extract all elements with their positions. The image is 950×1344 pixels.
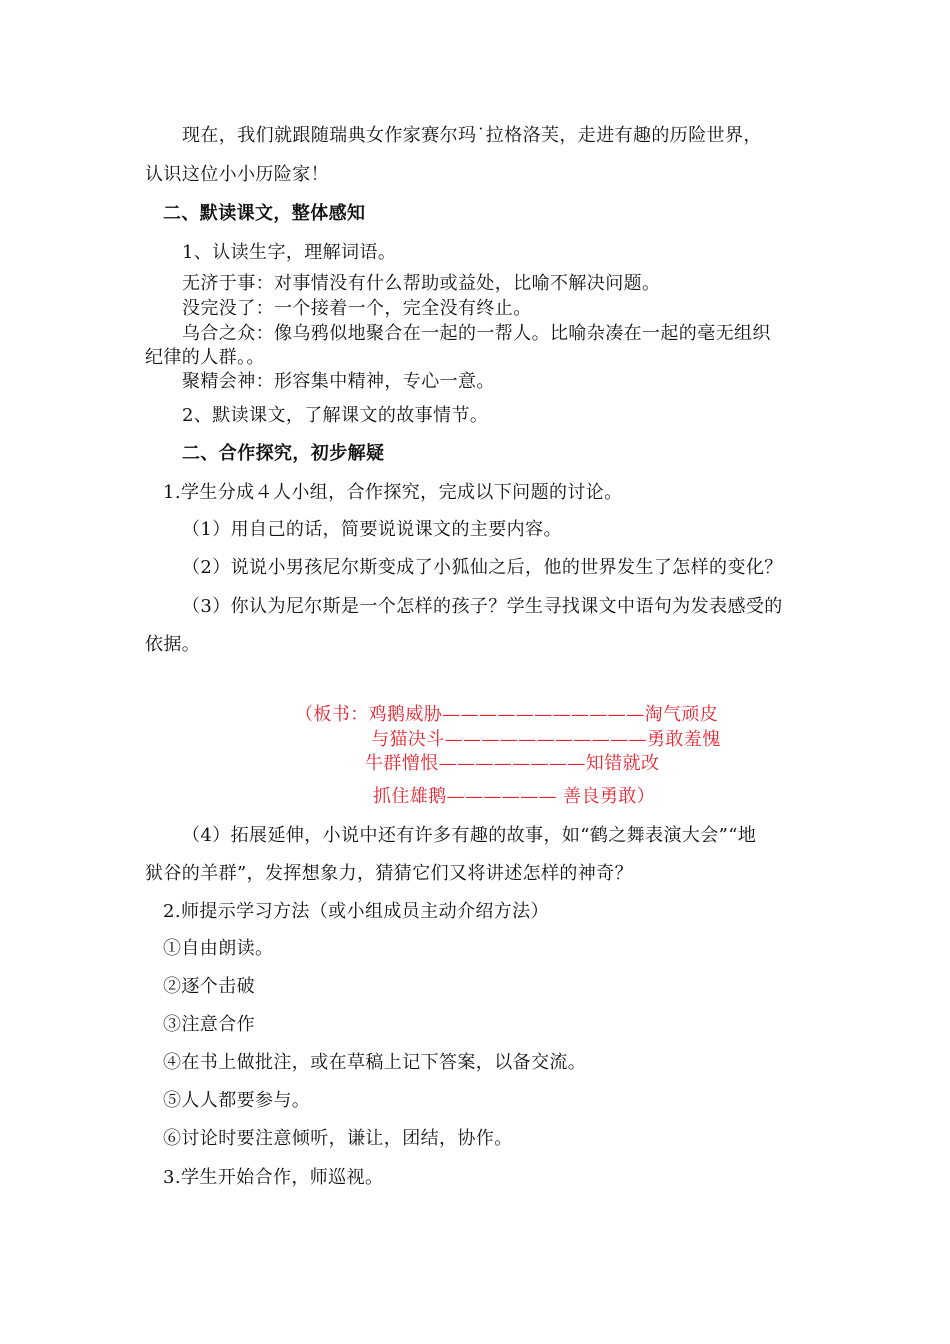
board-notes-line: 牛群憎恨————————知错就改 [365, 753, 660, 774]
board-notes-line: 抓住雄鹅—————— 善良勇敢） [373, 786, 656, 807]
method-item: ③注意合作 [163, 1014, 255, 1035]
method-item: ④在书上做批注，或在草稿上记下答案，以备交流。 [163, 1052, 587, 1073]
reading-item-1: 1、认读生字，理解词语。 [182, 242, 397, 263]
method-item: ①自由朗读。 [163, 938, 274, 959]
methods-item-3: 3.学生开始合作，师巡视。 [163, 1167, 384, 1188]
section-heading-cooperation: 二、合作探究，初步解疑 [182, 443, 385, 464]
vocab-entry: 聚精会神：形容集中精神，专心一意。 [182, 371, 495, 392]
vocab-entry: 没完没了：一个接着一个，完全没有终止。 [182, 298, 532, 319]
question-3-line-2: 依据。 [145, 634, 201, 655]
method-item: ②逐个击破 [163, 976, 255, 997]
reading-item-2: 2、默读课文，了解课文的故事情节。 [182, 405, 489, 426]
vocab-entry: 无济于事：对事情没有什么帮助或益处，比喻不解决问题。 [182, 273, 661, 294]
board-notes-line: （板书：鸡鹅威胁———————————淘气顽皮 [295, 704, 719, 725]
intro-line-2: 认识这位小小历险家！ [145, 164, 329, 185]
vocab-entry-continued: 纪律的人群。。 [145, 347, 265, 368]
method-item: ⑥讨论时要注意倾听，谦让，团结，协作。 [163, 1128, 513, 1149]
vocab-entry: 乌合之众：像乌鸦似地聚合在一起的一帮人。比喻杂凑在一起的毫无组织 [182, 323, 771, 344]
question-4-line-2: 狱谷的羊群”，发挥想象力，猜猜它们又将讲述怎样的神奇？ [145, 863, 633, 884]
methods-heading: 2.师提示学习方法（或小组成员主动介绍方法） [163, 901, 549, 922]
board-notes-line: 与猫决斗———————————勇敢羞愧 [371, 729, 721, 750]
question-3-line-1: （3）你认为尼尔斯是一个怎样的孩子？学生寻找课文中语句为发表感受的 [182, 596, 783, 617]
question-1: （1）用自己的话，简要说说课文的主要内容。 [182, 519, 562, 540]
coop-item-1: 1.学生分成４人小组，合作探究，完成以下问题的讨论。 [163, 482, 623, 503]
question-4-line-1: （4）拓展延伸，小说中还有许多有趣的故事，如“鹤之舞表演大会”“地 [182, 825, 757, 846]
method-item: ⑤人人都要参与。 [163, 1090, 311, 1111]
section-heading-reading: 二、默读课文，整体感知 [163, 203, 366, 224]
question-2: （2）说说小男孩尼尔斯变成了小狐仙之后，他的世界发生了怎样的变化？ [182, 557, 783, 578]
intro-line-1: 现在，我们就跟随瑞典女作家赛尔玛˙拉格洛芙，走进有趣的历险世界， [182, 125, 762, 146]
